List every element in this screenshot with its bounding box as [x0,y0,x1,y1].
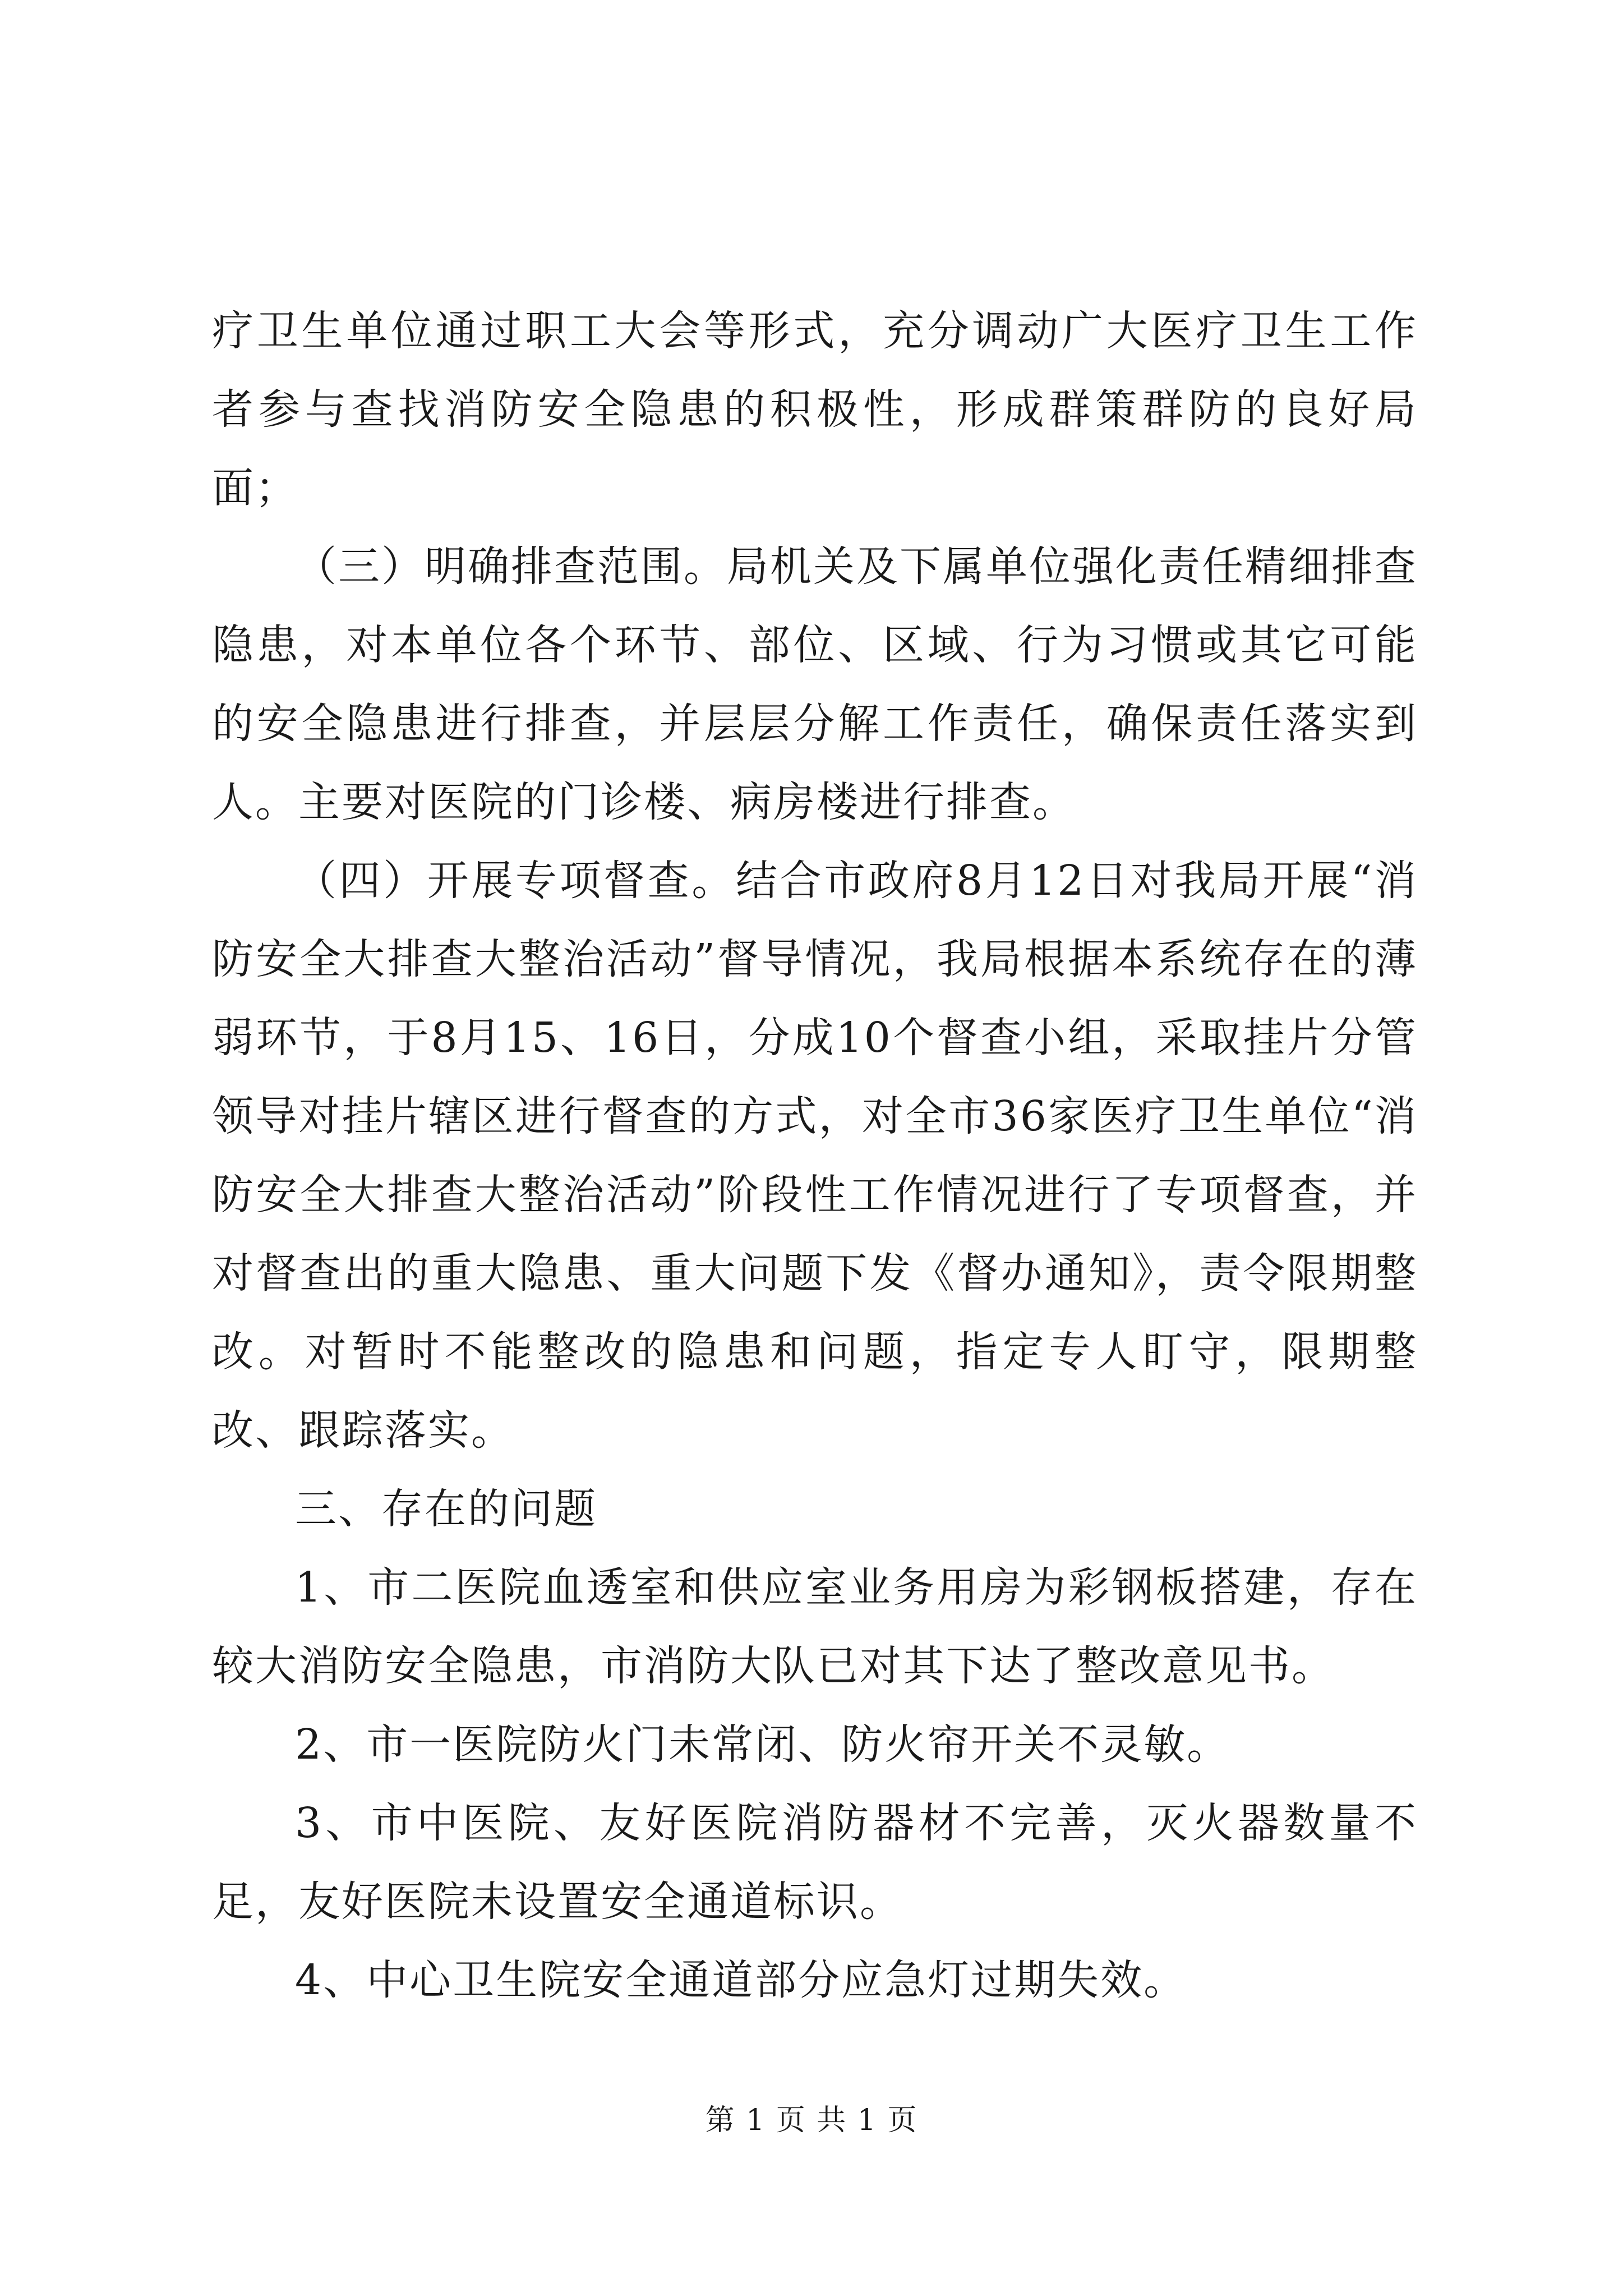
paragraph-inspection-section: （四）开展专项督查。结合市政府8月12日对我局开展“消防安全大排查大整治活动”督导情况，我局根据本系统存在的薄弱环节，于8月15、16日，分成10个督查小组，采取挂片分管领导对挂片辖区进行督查的方式，对全市36家医疗卫生单位“消防安全大排查大整治活动”阶段性工作情况进行了专项督查，并对督查出的重大隐患、重大问题下发《督办通知》，责令限期整改。对暂时不能整改的隐患和问题，指定专人盯守，限期整改、跟踪落实。 [212,857,1418,1455]
problem-item-4: 4、中心卫生院安全通道部分应急灯过期失效。 [295,1956,1187,2004]
problem-item-3: 3、市中医院、友好医院消防器材不完善，灭火器数量不足，友好医院未设置安全通道标识。 [212,1799,1418,1926]
section-heading-problems: 三、存在的问题 [295,1485,597,1533]
paragraph-continuation: 疗卫生单位通过职工大会等形式，充分调动广大医疗卫生工作者参与查找消防安全隐患的积极性，形成群策群防的良好局面； [212,307,1418,512]
paragraph-scope-section: （三）明确排查范围。局机关及下属单位强化责任精细排查隐患，对本单位各个环节、部位、区域、行为习惯或其它可能的安全隐患进行排查，并层层分解工作责任，确保责任落实到人。主要对医院的门诊楼、病房楼进行排查。 [212,542,1418,826]
document-body [212,292,1418,2019]
problem-item-1: 1、市二医院血透室和供应室业务用房为彩钢板搭建，存在较大消防安全隐患，市消防大队已对其下达了整改意见书。 [212,1563,1418,1690]
problem-item-2: 2、市一医院防火门未常闭、防火帘开关不灵敏。 [295,1720,1230,1769]
page-footer: 第 1 页 共 1 页 [705,2104,918,2137]
